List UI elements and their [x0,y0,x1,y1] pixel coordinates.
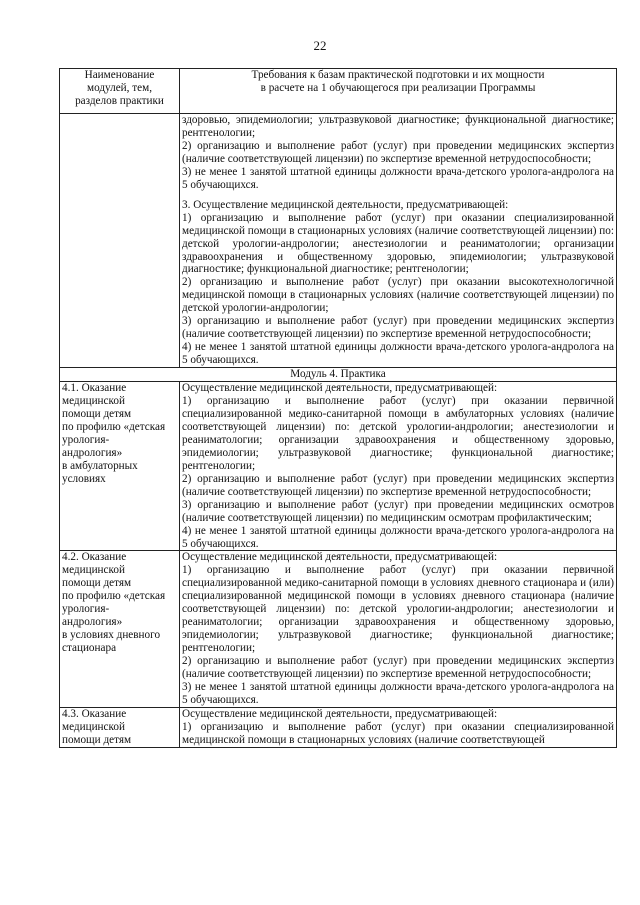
requirement-item: 3) организацию и выполнение работ (услуг) при проведении медицинских экспертиз (наличие соответствующей лицензии) по экспертизе временной нетрудоспособности; [182,315,614,341]
requirement-item: 2) организацию и выполнение работ (услуг) при проведении медицинских экспертиз (наличие соответствующей лицензии) по экспертизе временной нетрудоспособности; [182,655,614,681]
requirement-item: 3) не менее 1 занятой штатной единицы должности врача-детского уролога-андролога на 5 обучающихся. [182,165,614,191]
section-name-line: медицинской [62,564,125,577]
table-row [60,382,617,551]
module-title-row [60,368,617,382]
requirement-item: 4) не менее 1 занятой штатной единицы должности врача-детского уролога-андролога на 5 обучающихся. [182,341,614,367]
table-row [60,551,617,707]
header-col1-line: модулей, тем, [86,81,152,94]
continuation-left-cell [60,114,180,368]
requirement-item: 1) организацию и выполнение работ (услуг) при оказании специализированной медицинской помощи в стационарных условиях (наличие соответствующей лицензии) по: детской урологии-андрологии; анестезиологии и реаниматологии; организации здравоохранения и общественному здоровью, эпидемиологии; ультразвуковой диагностике; функциональной диагностике; рентгенологии; [182,211,614,276]
header-col2-line: Требования к базам практической подготовки и их мощности [251,69,545,81]
requirement-item: 2) организацию и выполнение работ (услуг) при проведении медицинских экспертиз (наличие соответствующей лицензии) по экспертизе временной нетрудоспособности; [182,472,614,498]
section-name-cell [60,551,180,707]
section-name-cell [60,382,180,551]
section-name-line: помощи детям [62,407,132,420]
requirement-item: 4) не менее 1 занятой штатной единицы должности врача-детского уролога-андролога на 5 обучающихся. [182,524,614,550]
section-name-cell [60,707,180,747]
module-title: Модуль 4. Практика [60,368,617,382]
continuation-requirements-cell [180,114,617,368]
section-name-line: урология- [62,603,110,616]
requirement-item: Осуществление медицинской деятельности, предусматривающей: [182,551,498,564]
requirements-table [59,68,617,748]
section-name-line: стационара [62,642,117,655]
section-name-line: в условиях дневного [62,629,161,642]
section-name-line: медицинской [62,720,125,733]
requirements-cell [180,551,617,707]
requirement-item: 3. Осуществление медицинской деятельности, предусматривающей: [182,198,509,211]
section-name-line: андрология» [62,446,123,459]
header-col1-line: Наименование [84,69,155,81]
continuation-row [60,114,617,368]
requirement-item: 3) не менее 1 занятой штатной единицы должности врача-детского уролога-андролога на 5 обучающихся. [182,680,614,706]
section-name-line: 4.3. Оказание [62,707,127,720]
header-col1-line: разделов практики [75,94,164,107]
section-name-line: 4.1. Оказание [62,382,127,395]
header-requirements [180,69,617,114]
requirement-item: здоровью, эпидемиологии; ультразвуковой диагностике; функциональной диагностике; рентгенологии; [182,114,614,139]
section-name-line: урология- [62,433,110,446]
section-name-line: помощи детям [62,733,132,746]
requirements-cell [180,707,617,747]
section-name-line: андрология» [62,616,123,629]
requirement-item: 1) организацию и выполнение работ (услуг) при оказании специализированной медицинской помощи в стационарных условиях (наличие соответствующей [182,720,614,746]
section-name-line: по профилю «детская [62,590,166,603]
requirement-item: 1) организацию и выполнение работ (услуг) при оказании первичной специализированной медико-санитарной помощи в условиях дневного стационара и (или) специализированной медицинской помощи в условиях дневного стационара (наличие соответствующей лицензии) по: детской урологии-андрологии; анестезиологии и реаниматологии; организации здравоохранения и общественному здоровью, эпидемиологии; ультразвуковой диагностике; функциональной диагностике; рентгенологии; [182,564,614,655]
section-name-line: помощи детям [62,577,132,590]
requirement-item: 1) организацию и выполнение работ (услуг) при оказании первичной специализированной медико-санитарной помощи в амбулаторных условиях (наличие соответствующей лицензии) по: детской урологии-андрологии; анестезиологии и реаниматологии; организации здравоохранения и общественному здоровью, эпидемиологии; ультразвуковой диагностике; функциональной диагностике; рентгенологии; [182,395,614,472]
header-col2-line: в расчете на 1 обучающегося при реализации Программы [260,81,536,94]
section-name-line: 4.2. Оказание [62,551,127,564]
page-number: 22 [313,38,327,53]
table-row [60,707,617,747]
section-name-line: условиях [62,472,106,485]
section-name-line: в амбулаторных [62,459,138,472]
requirement-item: 2) организацию и выполнение работ (услуг) при проведении медицинских экспертиз (наличие соответствующей лицензии) по экспертизе временной нетрудоспособности; [182,139,614,165]
requirement-item: 2) организацию и выполнение работ (услуг) при оказании высокотехнологичной медицинской помощи в стационарных условиях (наличие соответствующей лицензии) по детской урологии-андрологии; [182,276,614,315]
requirements-cell [180,382,617,551]
requirement-item: Осуществление медицинской деятельности, предусматривающей: [182,707,498,720]
section-name-line: по профилю «детская [62,420,166,433]
header-module-name [60,69,180,114]
section-name-line: медицинской [62,395,125,408]
requirement-item: 3) организацию и выполнение работ (услуг) при проведении медицинских осмотров (наличие соответствующей лицензии) по медицинским осмотрам профилактическим; [182,498,614,524]
table-header-row [60,69,617,114]
requirement-item: Осуществление медицинской деятельности, предусматривающей: [182,382,498,395]
